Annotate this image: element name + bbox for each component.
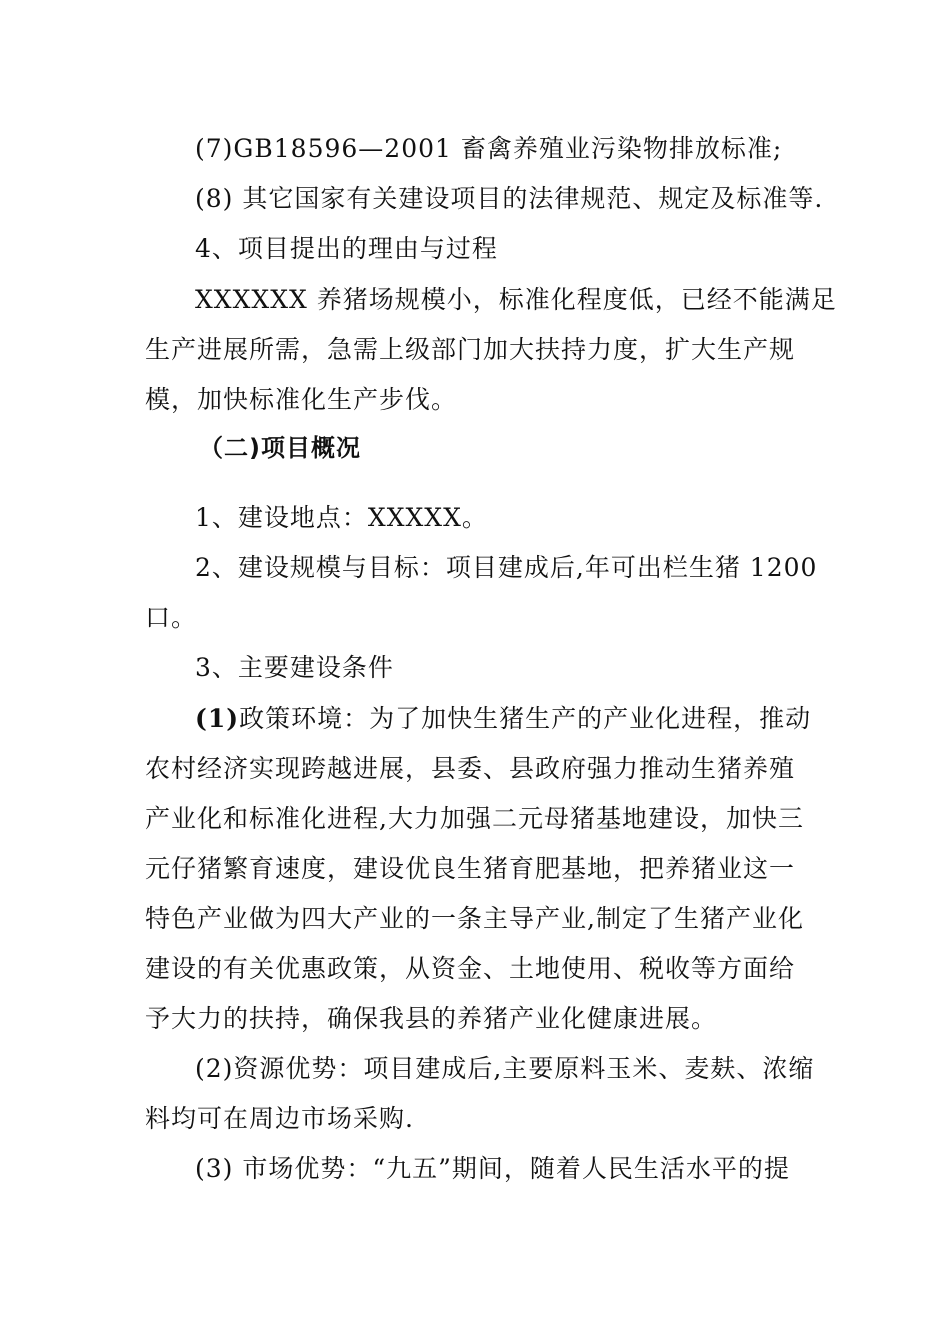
paragraph-line: 模，加快标准化生产步伐。 bbox=[145, 385, 458, 414]
paragraph-line: 予大力的扶持，确保我县的养猪产业化健康进展。 bbox=[145, 1004, 718, 1033]
section-heading-line: 4、项目提出的理由与过程 bbox=[195, 234, 498, 263]
paragraph-line: 3、主要建设条件 bbox=[195, 653, 394, 682]
paragraph-line: 2、建设规模与目标：项目建成后,年可出栏生猪 1200 bbox=[195, 553, 818, 582]
paragraph-line: 元仔猪繁育速度，建设优良生猪育肥基地，把养猪业这一 bbox=[145, 854, 796, 883]
paragraph-line: 产业化和标准化进程,大力加强二元母猪基地建设，加快三 bbox=[145, 804, 804, 833]
paragraph-line: (3) 市场优势：“九五”期间，随着人民生活水平的提 bbox=[195, 1154, 790, 1183]
paragraph-line: (7)GB18596—2001 畜禽养殖业污染物排放标准; bbox=[195, 134, 783, 163]
item-number: (1) bbox=[195, 704, 240, 733]
paragraph-line: (2)资源优势：项目建成后,主要原料玉米、麦麸、浓缩 bbox=[195, 1054, 815, 1083]
paragraph-line: 建设的有关优惠政策，从资金、土地使用、税收等方面给 bbox=[145, 954, 796, 983]
paragraph-line: XXXXXX 养猪场规模小，标准化程度低，已经不能满足 bbox=[195, 285, 837, 314]
paragraph-line: 口。 bbox=[145, 603, 198, 632]
paragraph-line: 特色产业做为四大产业的一条主导产业,制定了生猪产业化 bbox=[145, 904, 804, 933]
paragraph-line: 生产进展所需，急需上级部门加大扶持力度，扩大生产规 bbox=[145, 335, 796, 364]
item-text: 政策环境：为了加快生猪生产的产业化进程，推动 bbox=[239, 704, 812, 733]
section-heading: （二)项目概况 bbox=[199, 434, 361, 462]
paragraph-line: (8) 其它国家有关建设项目的法律规范、规定及标准等. bbox=[195, 184, 824, 213]
paragraph-line: 1、建设地点：XXXXX。 bbox=[195, 503, 488, 532]
paragraph-line: 农村经济实现跨越进展，县委、县政府强力推动生猪养殖 bbox=[145, 754, 796, 783]
paragraph-line bbox=[195, 703, 811, 735]
paragraph-line: 料均可在周边市场采购. bbox=[145, 1104, 414, 1133]
